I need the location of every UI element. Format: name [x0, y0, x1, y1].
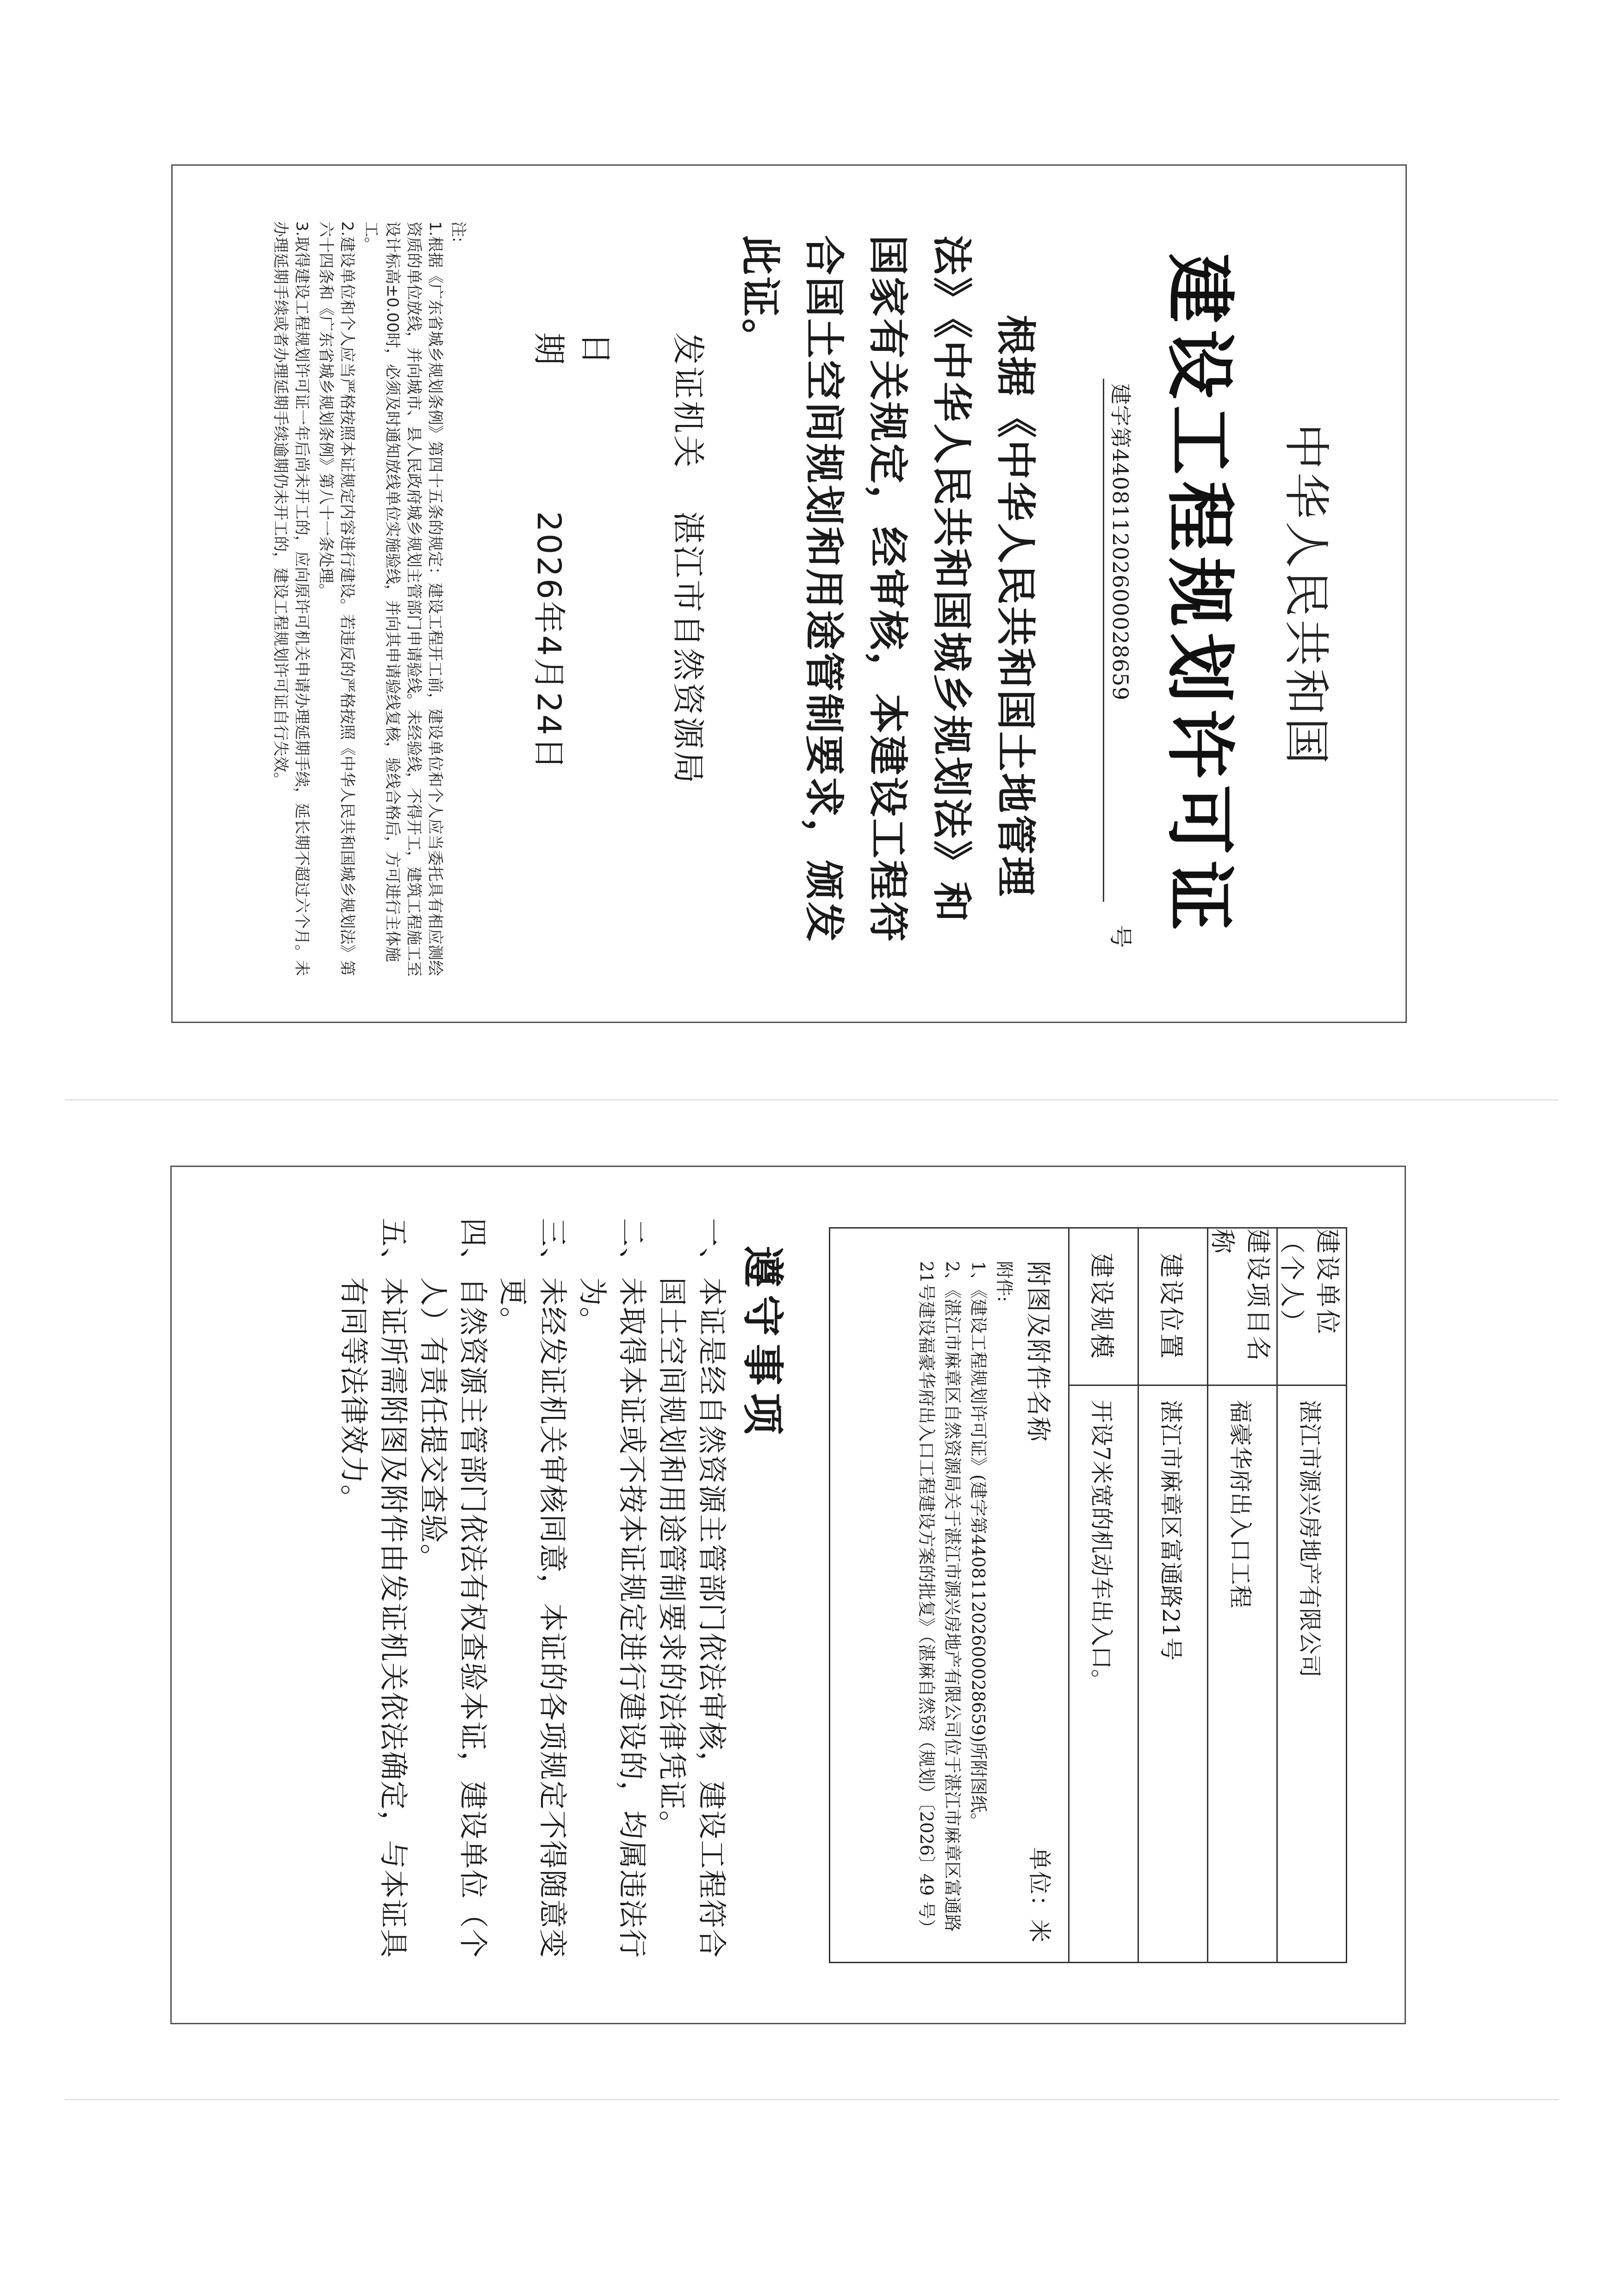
observe-text: 自然资源主管部门依法有权查验本证，建设单位（个人）有责任提交查验。 [417, 1277, 490, 1959]
notes-heading: 注: [449, 221, 467, 243]
row-value: 开设7米宽的机动车出入口。 [1088, 1400, 1115, 1692]
date-label: 日期 [530, 332, 615, 407]
observe-text: 本证是经自然资源主管部门依法审核，建设工程符合国土空间规划和用途管制要求的法律凭证。 [655, 1277, 729, 1959]
table-row [1207, 1229, 1276, 1962]
observe-list [334, 1218, 732, 1968]
project-info-table [829, 1227, 1347, 1963]
row-value: 湛江市麻章区富通路21号 [1157, 1400, 1185, 1661]
attachments-header [1017, 1229, 1068, 1962]
observe-title: 遵守事项 [738, 1246, 787, 1442]
row-label: 建设位置 [1139, 1229, 1207, 1386]
observe-index: 一、 [695, 1218, 729, 1278]
observe-item [334, 1218, 413, 1968]
observe-text: 本证所需附图及附件由发证机关依法确定，与本证具有同等法律效力。 [337, 1277, 410, 1959]
attachment-item: 2、《湛江市麻章区自然资源局关于湛江市源兴房地产有限公司位于湛江市麻章区富通路21号建设福豪华府出入口工程建设方案的批复》（湛麻自然资（规划）〔2026〕49 号） [916, 1261, 963, 1937]
country-name: 中华人民共和国 [1279, 423, 1333, 767]
note-item: 3.取得建设工程规划许可证一年后尚未开工的，应向原许可机关申请办理延期手续，延长期不超过六个月。未办理延期手续或者办理延期手续逾期仍未开工的，建设工程规划许可证自行失效。 [271, 221, 311, 976]
observe-index: 三、 [536, 1218, 570, 1278]
observe-item [493, 1218, 572, 1968]
number-suffix: 号 [1107, 925, 1134, 948]
page-divider [65, 1099, 1558, 1100]
issuer-value: 湛江市自然资源局 [669, 511, 707, 786]
certificate-title: 建设工程规划许可证 [1159, 253, 1240, 937]
row-label: 建设单位（个人） [1278, 1229, 1346, 1386]
observe-index: 五、 [377, 1218, 410, 1278]
observe-item [572, 1218, 652, 1968]
number-underline [1103, 379, 1104, 902]
certificate-number: 建字第440811202600028659 [1108, 383, 1133, 701]
attachments-row [830, 1229, 1068, 1962]
issuer-line [667, 332, 714, 785]
row-label: 建设规模 [1070, 1229, 1138, 1386]
attachments-heading: 附件: [994, 1261, 1014, 1302]
certificate-number-line [1103, 379, 1135, 948]
certificate-back [170, 1166, 1406, 2024]
observe-item [413, 1218, 493, 1968]
row-value: 福豪华府出入口工程 [1227, 1400, 1254, 1608]
observe-text: 未经发证机关审核同意，本证的各项规定不得随意变更。 [496, 1277, 570, 1959]
observe-index: 四、 [456, 1218, 490, 1278]
issuer-label: 发证机关 [669, 332, 707, 469]
attachments-list [914, 1261, 1017, 1937]
certificate-body: 根据《中华人民共和国土地管理法》《中华人民共和国城乡规划法》和国家有关规定，经审核，本建设工程符合国土空间规划和用途管制要求，颁发此证。 [737, 235, 1039, 943]
note-item: 1.根据《广东省城乡规划条例》第四十五条的规定：建设工程开工前，建设单位和个人应当委托具有相应测绘资质的单位放线，并向城市、县人民政府城乡规划主管部门申请验线。未经验线，不得开工，建筑工程施工至设计标高±0.00时，必须及时通知放线单位实施验线，并向其申请验线复核，验线合格后，方可进行主体施工。 [362, 221, 444, 977]
table-row [1138, 1229, 1207, 1962]
table-row [1068, 1229, 1138, 1962]
unit-label: 单位：米 [1026, 1847, 1053, 1943]
date-line [528, 332, 622, 771]
certificate-front [171, 164, 1407, 1023]
page-bottom-edge [65, 2099, 1558, 2100]
certificate-front-content [173, 166, 1408, 1024]
observe-index: 二、 [616, 1218, 649, 1278]
attachment-item: 1、《建设工程规划许可证》(建字第440811202600028659)所附图纸。 [968, 1261, 989, 1831]
table-row [1276, 1229, 1346, 1962]
attachments-label: 附图及附件名称 [1024, 1261, 1053, 1442]
row-label: 建设项目名称 [1208, 1229, 1276, 1386]
date-value: 2026年4月24日 [530, 511, 568, 772]
row-value: 湛江市源兴房地产有限公司 [1296, 1400, 1324, 1678]
note-item: 2.建设单位和个人应当严格按照本证规定内容进行建设。若违反的严格按照《中华人民共和国城乡规划法》第六十四条和《广东省城乡规划条例》第八十一条处理。 [317, 221, 356, 976]
certificate-back-content [172, 1167, 1407, 2026]
observe-text: 未取得本证或不按本证规定进行建设的，均属违法行为。 [576, 1277, 649, 1959]
observe-item [652, 1218, 732, 1968]
notes-block [267, 221, 469, 980]
